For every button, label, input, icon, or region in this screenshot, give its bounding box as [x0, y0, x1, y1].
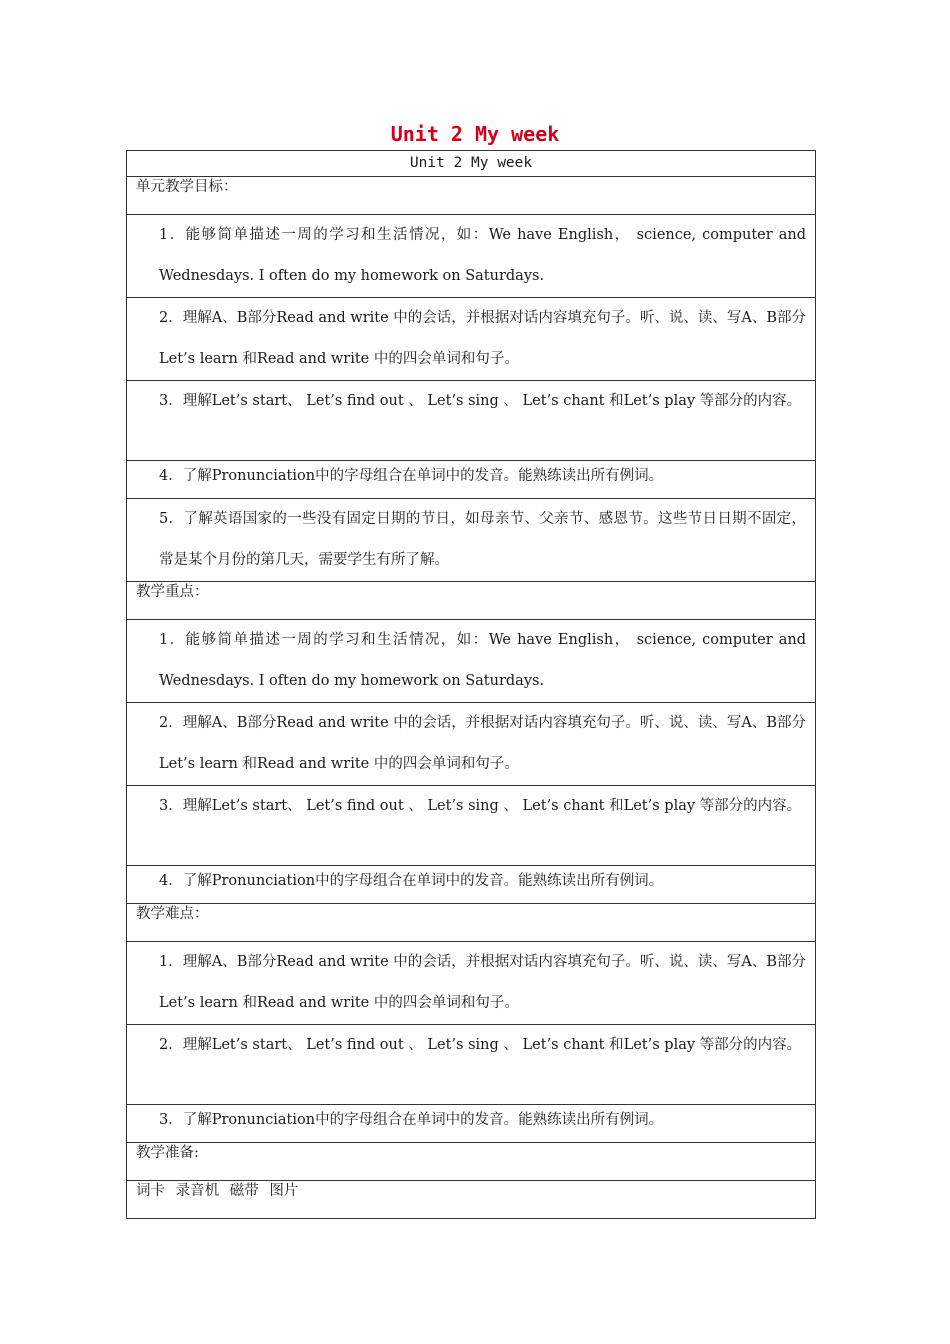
goal-item: 4．了解Pronunciation中的字母组合在单词中的发音。能熟练读出所有例词。: [159, 468, 664, 484]
section-row: [127, 904, 816, 942]
list-item: [127, 1181, 816, 1219]
key-points-label: 教学重点：: [127, 582, 816, 620]
list-item: [127, 215, 816, 298]
list-item: [127, 866, 816, 904]
key-point-item: 1．能够简单描述一周的学习和生活情况，如：We have English， science, computer and Wednesdays. I often do my homework on Saturdays.: [159, 632, 806, 689]
table-header: Unit 2 My week: [127, 151, 816, 177]
section-row: [127, 1143, 816, 1181]
list-item: [127, 1105, 816, 1143]
goals-label: 单元教学目标：: [127, 177, 816, 215]
section-row: [127, 582, 816, 620]
list-item: [127, 461, 816, 499]
list-item: [127, 499, 816, 582]
list-item: [127, 381, 816, 461]
lesson-plan-table: [126, 150, 816, 1219]
list-item: [127, 1025, 816, 1105]
list-item: [127, 703, 816, 786]
key-point-item: 4．了解Pronunciation中的字母组合在单词中的发音。能熟练读出所有例词。: [159, 873, 664, 889]
list-item: [127, 786, 816, 866]
difficult-point-item: 1．理解A、B部分Read and write 中的会话，并根据对话内容填充句子。听、说、读、写A、B部分Let’s learn 和Read and write 中的四会单词和句子。: [159, 954, 806, 1011]
list-item: [127, 298, 816, 381]
difficult-points-label: 教学难点：: [127, 904, 816, 942]
list-item: [127, 942, 816, 1025]
section-row: [127, 177, 816, 215]
key-point-item: 3．理解Let’s start、 Let’s find out 、 Let’s sing 、 Let’s chant 和Let’s play 等部分的内容。: [159, 798, 802, 814]
goal-item: 2．理解A、B部分Read and write 中的会话，并根据对话内容填充句子。听、说、读、写A、B部分Let’s learn 和Read and write 中的四会单词和句子。: [159, 310, 806, 367]
difficult-point-item: 2．理解Let’s start、 Let’s find out 、 Let’s sing 、 Let’s chant 和Let’s play 等部分的内容。: [159, 1037, 802, 1053]
goal-item: 5．了解英语国家的一些没有固定日期的节日，如母亲节、父亲节、感恩节。这些节日日期不固定，常是某个月份的第几天，需要学生有所了解。: [159, 511, 806, 568]
preparation-label: 教学准备:: [127, 1143, 816, 1181]
list-item: [127, 620, 816, 703]
goal-item: 1．能够简单描述一周的学习和生活情况，如：We have English， science, computer and Wednesdays. I often do my homework on Saturdays.: [159, 227, 806, 284]
key-point-item: 2．理解A、B部分Read and write 中的会话，并根据对话内容填充句子。听、说、读、写A、B部分Let’s learn 和Read and write 中的四会单词和句子。: [159, 715, 806, 772]
preparation-materials: 词卡 录音机 磁带 图片: [127, 1181, 816, 1219]
table-header-row: [127, 151, 816, 177]
goal-item: 3．理解Let’s start、 Let’s find out 、 Let’s sing 、 Let’s chant 和Let’s play 等部分的内容。: [159, 393, 802, 409]
document-title: Unit 2 My week: [390, 122, 560, 146]
difficult-point-item: 3．了解Pronunciation中的字母组合在单词中的发音。能熟练读出所有例词。: [159, 1112, 664, 1128]
